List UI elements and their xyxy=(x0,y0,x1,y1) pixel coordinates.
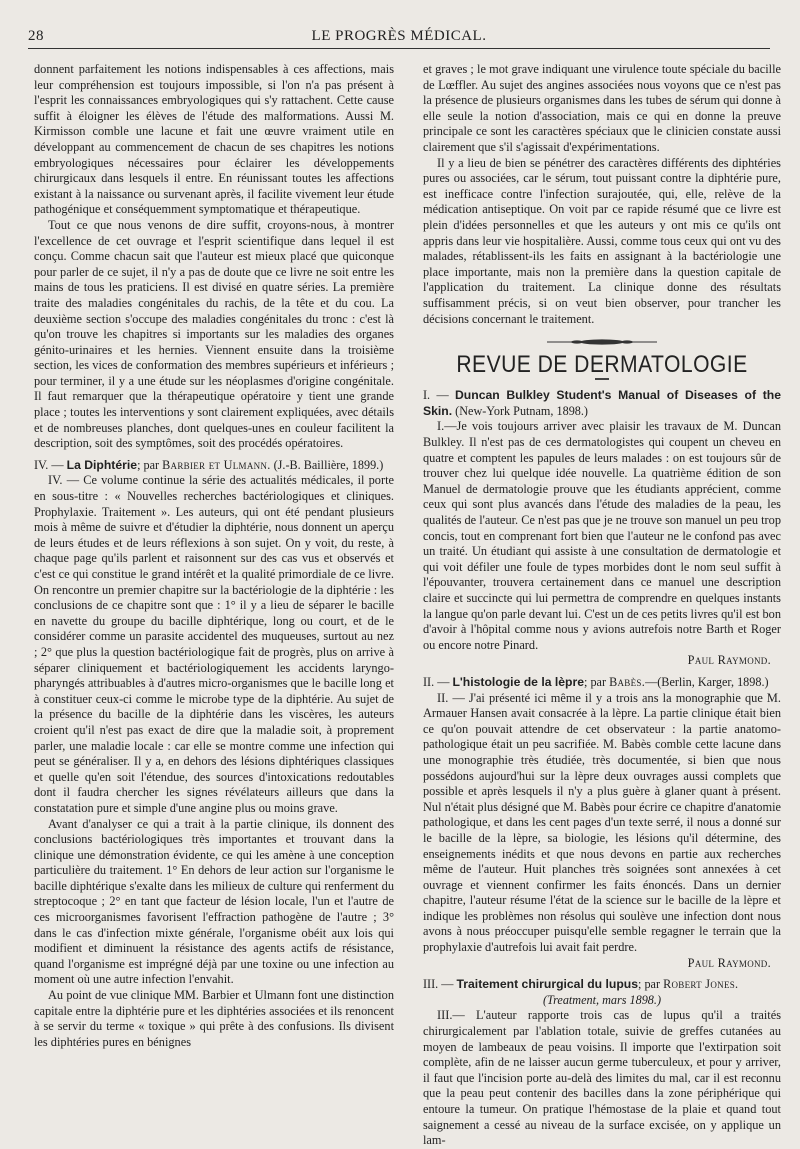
paragraph: Tout ce que nous venons de dire suffit, croyons-nous, à montrer l'excellence de cet ouvrage et l'esprit scientifique dans lequel il est conçu. Comme chacun sait que l'auteur est mieux placé que quiconque pour parler de ce sujet, il n'y a pas de doute que ce livre ne soit entre les mains de tous les praticiens. Il est divisé en quatre séries. La première traite des maladies congénitales du rachis, de la tête et du cou. La deuxième section s'occupe des maladies congénitales du tronc : c'est là qu'on trouve les chapitres si importants sur les maladies des organes génito-urinaires et les hernies. Viennent ensuite dans la troisième section, les vices de conformation des membres supérieurs et inférieurs ; pour terminer, il y a une étude sur les néoplasmes d'origine congénitale. Il faut remarquer que la thérapeutique opératoire y tient une grande place ; toutes les interventions y sont clairement expliquées, avec détails et de nombreuses planches, dont quelques-unes en couleur facilitent la description, soit des symptômes, soit des procédés opératoires. xyxy=(34,217,394,451)
section-rule xyxy=(595,378,609,380)
entry-number: II. — xyxy=(423,674,450,689)
entry-by: ; par xyxy=(584,674,607,689)
paragraph: I.—Je vois toujours arriver avec plaisir les travaux de M. Duncan Bulkley. Il n'est pas de ces dermatologistes qui coupent un cheveu en quatre et comptent les papules de leurs malades : on est toujours sûr de trouver chez lui quelque idée nouvelle. La quatrième édition de son Manuel de dermatologie prouve que les étudiants apprécient, comme ceux qui sont plus avancés dans l'étude des maladies de la peau, les qualités de l'auteur. Ce n'est pas que je ne trouve son manuel un peu trop concis, tout en comprenant fort bien que l'auteur ne le confond pas avec un traité. Un étudiant qui assiste à une consultation de dermatologie et qui voit défiler une foule de types morbides dont le nom seul suffit à l'épouvanter, trouvera certainement dans ce manuel une description claire et succincte qui lui permettra de comprendre en quelques instants la langue qu'on parle devant lui. C'est un de ces petits livres qu'il est bon d'avoir à l'hôpital comme nous y avions autrefois notre Barth et Roger ou encore notre Pinard. xyxy=(423,419,781,652)
review-entry-heading xyxy=(34,458,394,474)
section-title: REVUE DE DERMATOLOGIE xyxy=(456,350,748,378)
entry-publisher: —(Berlin, Karger, 1898.) xyxy=(645,674,769,689)
journal-title: LE PROGRÈS MÉDICAL. xyxy=(311,28,487,44)
entry-title: L'histologie de la lèpre xyxy=(452,674,585,689)
entry-publisher: (New-York Putnam, 1898.) xyxy=(455,403,588,418)
paragraph: Il y a lieu de bien se pénétrer des caractères différents des diphtéries pures ou associées, car le sérum, tout puissant contre la diphtérie pure, est inefficace contre l'infection surajoutée, qui, elle, relève de la médication antiseptique. On voit par ce rapide résumé que ce livre est plein d'idées personnelles et que les auteurs y ont mis ce qu'ils ont appris dans leur vie hospitalière. Aussi, comme tous ceux qui ont vu des malades, rétablissent-ils les faits en assignant à la bactériologie une place importante, mais non la première dans la question capitale de l'application du traitement. La clinique donne des résultats suffisamment précis, si on veut bien observer, pour trancher les décisions concernant le traitement. xyxy=(423,155,781,326)
entry-authors: Barbier et Ulmann. xyxy=(162,457,271,472)
paragraph: Avant d'analyser ce qui a trait à la partie clinique, ils donnent des conclusions bactériologiques très importantes et trouvant dans la clinique une démonstration évidente, ce qui les amène à une conception particulière du traitement. 1° En dehors de leur action sur l'organisme le bacille diphtérique s'exalte dans les milieux de culture qui renferment du streptocoque ; 2° en tant que facteur de lésion locale, l'un et l'autre de ces microorganismes favorisent l'effraction pathogène de l'autre ; 3° dans le cas d'infection mixte générale, l'organisme obéit aux lois qui modifient et diminuent la résistance des agents actifs de résistance, quand l'organisme est imprégné déjà par une toxine ou une infection au moment où une autre infection l'envahit. xyxy=(34,816,394,987)
review-entry-heading xyxy=(423,675,781,691)
right-column xyxy=(423,62,781,1149)
signature: Paul Raymond. xyxy=(687,955,771,970)
paragraph: donnent parfaitement les notions indispensables à ces affections, mais leur compréhension est toujours impossible, si l'on n'a pas présent à l'esprit les connaissances embryologiques qui s'y rattachent. Cette cause suffit à éloigner les élèves de l'étude des malformations. Aussi M. Kirmisson comble une lacune et fait une œuvre vraiment utile en développant au commencement de chacun de ses chapitres les notions embryologiques nécessaires pour éclairer les développements chirurgicaux dans lesquels il entre. En réunissant toutes les affections existant à la naissance ou survenant après, il facilite vivement leur étude pathogénique et conséquemment symptomatique et thérapeutique. xyxy=(34,62,394,217)
paragraph: IV. — Ce volume continue la série des actualités médicales, il porte en sous-titre : « Nouvelles recherches bactériologiques et cliniques. Prophylaxie. Traitement ». Les auteurs, qui ont été pendant plusieurs mois à même de suivre et d'étudier la diphtérie, nous donnent un aperçu de leurs études et de leurs réflexions à son sujet. On y voit, du reste, à chaque page qu'ils parlent et raisonnent sur des cas vus et observés et c'est ce qui constitue le grand intérêt et la qualité primordiale de ce livre. On rencontre un premier chapitre sur la bactériologie de la diphtérie : les conclusions de ce chapitre sont que : 1° il y a lieu de séparer le bacille en navette du groupe du bacille diphtérique, long ou court, et de le considérer comme un parasite accidentel des muqueuses, surtout au nez ; 2° que plus la question bactériologique fait de progrès, plus on arrive à séparer cliniquement et bactériologiquement les accidents laryngo-pharyngés attribuables à d'autres micro-organismes que le bacille long et à constituer ceux-ci comme le microbe type de la diphtérie. Au sujet de la présence du bacille de la diphtérie dans les viscères, les auteurs croient qu'il n'est pas exact de dire que la maladie soit, à proprement parler, une maladie locale : car elle se montre comme une infection qui peut se généraliser. Il y a, en dehors des lésions diphtériques classiques et quelle qu'en soit l'étendue, des sources d'intoxications redoutables dont il faudra chercher les signes révélateurs ailleurs que dans la constatation pure et simple d'une angine plus ou moins grave. xyxy=(34,473,394,815)
entry-title: La Diphtérie xyxy=(66,457,138,472)
left-column xyxy=(34,62,394,1050)
entry-number: IV. — xyxy=(34,457,64,472)
entry-by: ; par xyxy=(638,977,661,992)
entry-publisher: (Treatment, mars 1898.) xyxy=(542,992,662,1007)
signature: Paul Raymond. xyxy=(687,653,771,668)
entry-title: Duncan Bulkley Student's Manual of Diseases of the Skin. xyxy=(423,388,781,418)
ornament-divider xyxy=(423,335,781,351)
entry-number: III. — xyxy=(423,977,454,992)
paragraph: et graves ; le mot grave indiquant une virulence toute spéciale du bacille de Lœffler. Au sujet des angines associées nous voyons que ce n'est pas la présence de plusieurs organismes dans les tubes de sérum qui donne à elle seule la notion d'association, mais ce qui en donne la preuve principale ce sont les caractères spéciaux que le clinicien constate aussi clairement que s'il s'agissait d'expérimentations. xyxy=(423,62,781,154)
ornament-icon xyxy=(547,338,657,346)
page-number: 28 xyxy=(28,28,44,44)
paragraph: II. — J'ai présenté ici même il y a trois ans la monographie que M. Armauer Hansen avait consacrée à la lèpre. La partie clinique était bien ce qu'on pouvait attendre de cet observateur : la partie anatomo-pathologique était un peu sacrifiée. M. Babès comble cette lacune dans une monographie très étudiée, très documentée, si bien que nous possédons aujourd'hui sur la lèpre deux ouvrages aussi complets que possible et après lesquels il n'y a plus guère à glaner quant à présent. Nul n'était plus désigné que M. Babès pour écrire ce chapitre d'anatomie pathologique, et dans les cent pages d'un texte serré, il nous a donné sur le bacille de la lèpre, sa biologie, les lésions qu'il détermine, des enseignements inédits et que nous devons en partie aux recherches même de l'auteur. Huit planches très soignées sont annexées à cet ouvrage et viennent confirmer les faits énoncés. Dans un dernier chapitre, l'auteur résume l'état de la science sur le bacille de la lèpre et indique les problèmes non résolus qui soulève une infection dont nous avons à nous préoccuper puisqu'elle semble regagner le terrain que la prophylaxie d'autrefois lui avait fait perdre. xyxy=(423,690,781,955)
review-entry-heading xyxy=(423,388,781,419)
entry-by: ; par xyxy=(137,457,160,472)
entry-authors: Robert Jones. xyxy=(663,977,739,992)
entry-authors: Babès. xyxy=(609,674,646,689)
entry-title: Traitement chirurgical du lupus xyxy=(456,977,639,992)
entry-publisher: (J.-B. Baillière, 1899.) xyxy=(273,457,384,472)
paragraph: Au point de vue clinique MM. Barbier et Ulmann font une distinction capitale entre la diphtérie pure et les diphtéries associées et ils renoncent à se servir du terme « toxique » qui prête à des confusions. Ils divisent les diphtéries pures en bénignes xyxy=(34,988,394,1049)
running-header xyxy=(28,26,770,49)
entry-number: I. — xyxy=(423,388,449,403)
paragraph: III.— L'auteur rapporte trois cas de lupus qu'il a traités chirurgicalement par l'ablation totale, suivie de greffes cutanées au moyen de lambeaux de peau voisins. Il importe que l'extirpation soit complète, afin de ne laisser aucun germe tuberculeux, et pour y arriver, il faut que l'incision porte au-delà des limites du mal, car il est reconnu que la peau peut contenir des bacilles dans la zone périphérique qui entoure la tumeur. On pratique l'hémostase de la plaie et quand tout saignement a cessé au niveau de la surface excisée, on y applique un lam- xyxy=(423,1008,781,1148)
review-entry-heading xyxy=(423,977,781,1008)
